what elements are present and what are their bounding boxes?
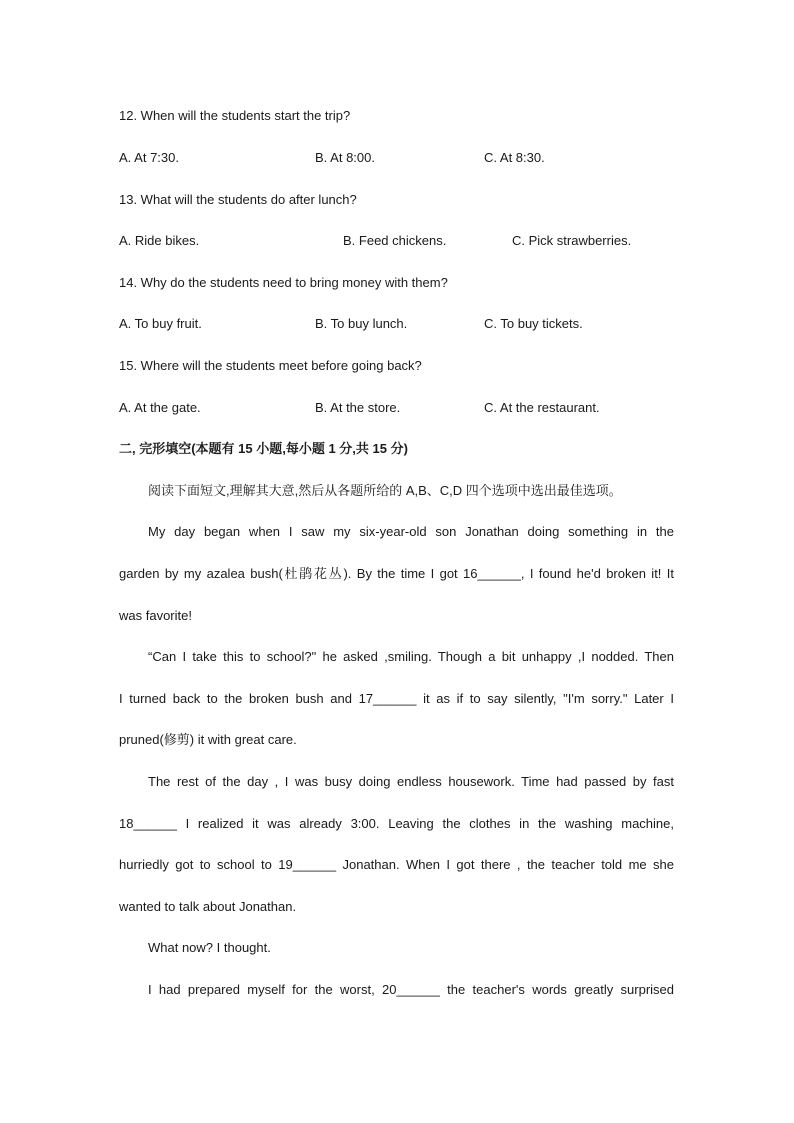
q13-option-b: B. Feed chickens. bbox=[343, 233, 447, 248]
passage-line: pruned(修剪) it with great care. bbox=[119, 732, 297, 747]
section-2-heading: 二, 完形填空(本题有 15 小题,每小题 1 分,共 15 分) bbox=[119, 441, 408, 456]
passage-line: I turned back to the broken bush and 17______ it as if to say silently, "I'm sorry." Later I bbox=[119, 691, 674, 706]
q12-option-c: C. At 8:30. bbox=[484, 150, 545, 165]
passage-line: was favorite! bbox=[119, 608, 192, 623]
q12-option-b: B. At 8:00. bbox=[315, 150, 375, 165]
q15-option-c: C. At the restaurant. bbox=[484, 400, 600, 415]
passage-line: The rest of the day , I was busy doing endless housework. Time had passed by fast bbox=[148, 774, 674, 789]
q13-option-c: C. Pick strawberries. bbox=[512, 233, 632, 248]
section-2-instruction: 阅读下面短文,理解其大意,然后从各题所给的 A,B、C,D 四个选项中选出最佳选项。 bbox=[148, 483, 622, 498]
question-12: 12. When will the students start the trip? bbox=[119, 108, 351, 123]
q15-option-b: B. At the store. bbox=[315, 400, 401, 415]
passage-line: hurriedly got to school to 19______ Jonathan. When I got there , the teacher told me she bbox=[119, 857, 674, 872]
question-14: 14. Why do the students need to bring money with them? bbox=[119, 275, 448, 290]
passage-line: “Can I take this to school?" he asked ,smiling. Though a bit unhappy ,I nodded. Then bbox=[148, 649, 674, 664]
q14-option-a: A. To buy fruit. bbox=[119, 316, 202, 331]
q13-option-a: A. Ride bikes. bbox=[119, 233, 200, 248]
question-15: 15. Where will the students meet before going back? bbox=[119, 358, 422, 373]
question-13: 13. What will the students do after lunch? bbox=[119, 192, 357, 207]
passage-line: 18______ I realized it was already 3:00. Leaving the clothes in the washing machine, bbox=[119, 816, 674, 831]
passage-line: My day began when I saw my six-year-old son Jonathan doing something in the bbox=[148, 524, 674, 539]
q14-option-c: C. To buy tickets. bbox=[484, 316, 583, 331]
q15-option-a: A. At the gate. bbox=[119, 400, 201, 415]
passage-line: I had prepared myself for the worst, 20______ the teacher's words greatly surprised bbox=[148, 982, 674, 997]
q14-option-b: B. To buy lunch. bbox=[315, 316, 408, 331]
q12-option-a: A. At 7:30. bbox=[119, 150, 179, 165]
passage-line: garden by my azalea bush(杜鹃花丛). By the time I got 16______, I found he'd broken it! It bbox=[119, 566, 674, 581]
passage-line: What now? I thought. bbox=[148, 940, 271, 955]
passage-line: wanted to talk about Jonathan. bbox=[119, 899, 297, 914]
